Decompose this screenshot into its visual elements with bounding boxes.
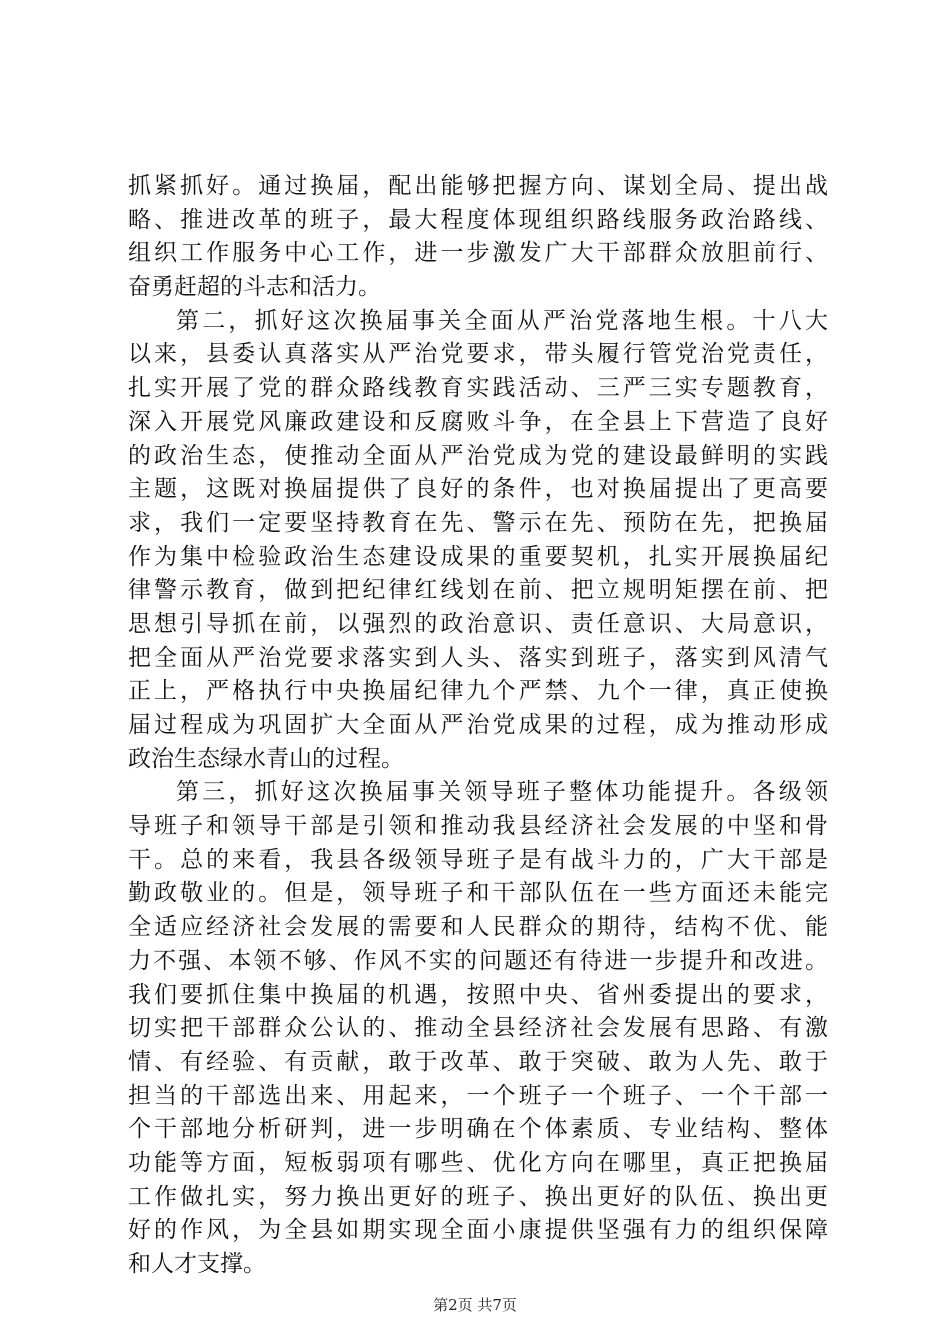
- text-line: 第二，抓好这次换届事关全面从严治党落地生根。十八大: [176, 307, 828, 334]
- text-line: 略、推进改革的班子，最大程度体现组织路线服务政治路线、: [128, 206, 828, 233]
- text-line: 主题，这既对换届提供了良好的条件，也对换届提出了更高要: [128, 476, 828, 503]
- text-line: 以来，县委认真落实从严治党要求，带头履行管党治党责任，: [128, 341, 828, 368]
- text-line: 组织工作服务中心工作，进一步激发广大干部群众放胆前行、: [128, 240, 828, 267]
- text-line: 第三，抓好这次换届事关领导班子整体功能提升。各级领: [176, 779, 828, 806]
- text-line: 我们要抓住集中换届的机遇，按照中央、省州委提出的要求，: [128, 981, 828, 1008]
- page-number-footer: 第2页 共7页: [433, 1296, 517, 1314]
- paragraph: [128, 305, 828, 777]
- text-line: 抓紧抓好。通过换届，配出能够把握方向、谋划全局、提出战: [128, 173, 828, 199]
- text-line: 求，我们一定要坚持教育在先、警示在先、预防在先，把换届: [128, 509, 828, 536]
- document-body: [128, 170, 828, 1282]
- text-line: 正上，严格执行中央换届纪律九个严禁、九个一律，真正使换: [128, 678, 828, 705]
- text-line: 的政治生态，使推动全面从严治党成为党的建设最鲜明的实践: [128, 442, 828, 469]
- text-line: 把全面从严治党要求落实到人头、落实到班子，落实到风清气: [128, 644, 828, 671]
- paragraph: [128, 170, 828, 305]
- text-line: 届过程成为巩固扩大全面从严治党成果的过程，成为推动形成: [128, 712, 828, 738]
- text-line: 奋勇赶超的斗志和活力。: [128, 274, 381, 301]
- text-line: 律警示教育，做到把纪律红线划在前、把立规明矩摆在前、把: [128, 577, 828, 604]
- text-line: 思想引导抓在前，以强烈的政治意识、责任意识、大局意识，: [128, 610, 828, 637]
- text-line: 作为集中检验政治生态建设成果的重要契机，扎实开展换届纪: [128, 543, 828, 570]
- text-line: 导班子和领导干部是引领和推动我县经济社会发展的中坚和骨: [128, 813, 828, 840]
- text-line: 勤政敬业的。但是，领导班子和干部队伍在一些方面还未能完: [128, 880, 828, 907]
- text-line: 担当的干部选出来、用起来，一个班子一个班子、一个干部一: [128, 1082, 828, 1109]
- text-line: 好的作风，为全县如期实现全面小康提供坚强有力的组织保障: [128, 1217, 828, 1244]
- paragraph: [128, 776, 828, 1281]
- text-line: 和人才支撑。: [128, 1251, 266, 1277]
- text-line: 全适应经济社会发展的需要和人民群众的期待，结构不优、能: [128, 914, 828, 941]
- text-line: 政治生态绿水青山的过程。: [128, 745, 404, 772]
- text-line: 功能等方面，短板弱项有哪些、优化方向在哪里，真正把换届: [128, 1149, 828, 1176]
- text-line: 工作做扎实，努力换出更好的班子、换出更好的队伍、换出更: [128, 1183, 828, 1210]
- text-line: 情、有经验、有贡献，敢于改革、敢于突破、敢为人先、敢于: [128, 1048, 828, 1075]
- text-line: 个干部地分析研判，进一步明确在个体素质、专业结构、整体: [128, 1116, 828, 1143]
- text-line: 力不强、本领不够、作风不实的问题还有待进一步提升和改进。: [128, 947, 828, 974]
- text-line: 深入开展党风廉政建设和反腐败斗争，在全县上下营造了良好: [128, 408, 828, 435]
- text-line: 切实把干部群众公认的、推动全县经济社会发展有思路、有激: [128, 1015, 828, 1042]
- text-line: 扎实开展了党的群众路线教育实践活动、三严三实专题教育，: [128, 375, 828, 402]
- text-line: 干。总的来看，我县各级领导班子是有战斗力的，广大干部是: [128, 846, 828, 873]
